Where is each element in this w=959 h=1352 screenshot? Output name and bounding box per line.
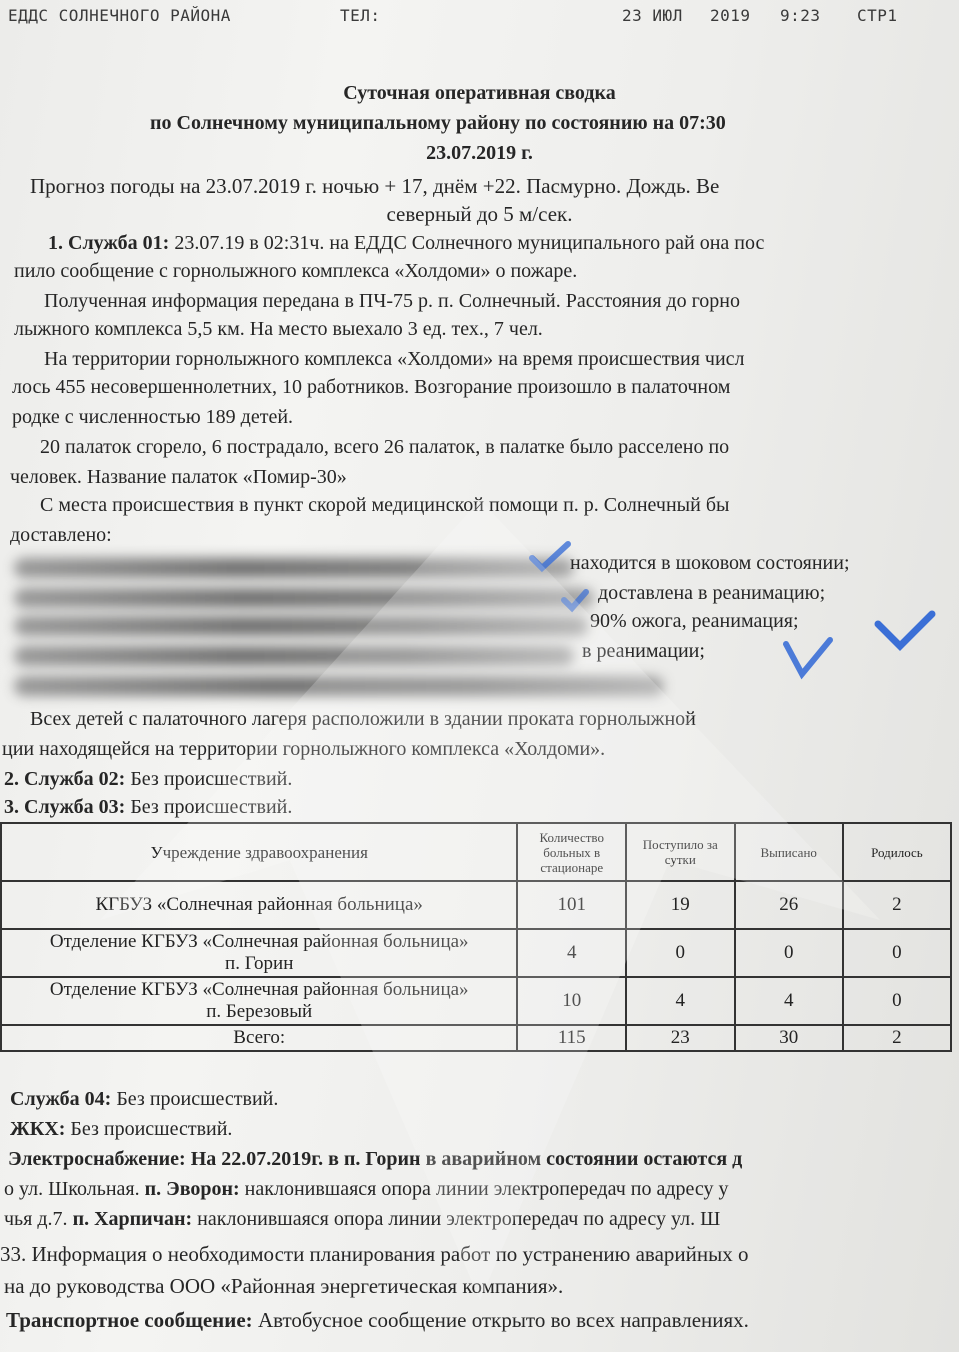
header-discharged: Выписано xyxy=(735,823,843,881)
total-born: 2 xyxy=(843,1025,951,1051)
header-born: Родилось xyxy=(843,823,951,881)
redacted-name-3 xyxy=(14,616,588,636)
service01-line11: доставлено: xyxy=(10,524,112,546)
power-line2-b: п. Эворон: xyxy=(144,1178,240,1200)
service04-label: Служба 04: xyxy=(10,1088,112,1110)
checkmark-icon xyxy=(872,606,938,656)
service01-line4: лыжного комплекса 5,5 км. На место выехало 3 ед. тех., 7 чел. xyxy=(14,318,543,340)
victim-status-1: находится в шоковом состоянии; xyxy=(570,552,850,574)
row-born: 0 xyxy=(843,977,951,1025)
power-line2-a: о ул. Школьная. xyxy=(4,1178,145,1200)
zhkh-line xyxy=(10,1118,232,1141)
redacted-name-2 xyxy=(14,588,594,608)
row-born: 2 xyxy=(843,881,951,929)
service03-line xyxy=(4,796,292,819)
fax-sender: ЕДДС СОЛНЕЧНОГО РАЙОНА xyxy=(8,6,231,25)
header-admitted: Поступило за сутки xyxy=(626,823,734,881)
total-label: Всего: xyxy=(1,1025,517,1051)
service02-value: Без происшествий. xyxy=(125,768,293,790)
fax-page: СТР1 xyxy=(857,6,898,25)
transport-label: Транспортное сообщение: xyxy=(6,1308,253,1332)
health-table-header xyxy=(1,823,951,881)
fax-year: 2019 xyxy=(710,6,751,25)
power-label: Электроснабжение: xyxy=(8,1148,186,1170)
service01-line6: лось 455 несовершеннолетних, 10 работников. Возгорание произошло в палаточном xyxy=(12,376,731,398)
service01-line5: На территории горнолыжного комплекса «Холдоми» на время происшествия числ xyxy=(44,348,745,370)
title-line1: Суточная оперативная сводка xyxy=(343,82,616,104)
service01-line12: Всех детей с палаточного лагеря расположили в здании проката горнолыжной xyxy=(30,708,696,730)
table-row xyxy=(1,929,951,977)
weather-line2: северный до 5 м/сек. xyxy=(386,202,573,226)
redacted-name-4 xyxy=(14,646,574,666)
row-institution: КГБУЗ «Солнечная районная больница» xyxy=(1,881,517,929)
victim-status-4: в реанимации; xyxy=(582,640,705,662)
power-line3-b: п. Харпичан: xyxy=(72,1208,193,1230)
transport-line xyxy=(6,1308,749,1333)
zhkh-label: ЖКХ: xyxy=(10,1118,66,1140)
total-count: 115 xyxy=(517,1025,626,1051)
health-table xyxy=(0,822,952,1052)
row-institution: Отделение КГБУЗ «Солнечная районная больница» п. Березовый xyxy=(1,977,517,1025)
checkmark-icon xyxy=(780,634,836,682)
service04-line xyxy=(10,1088,278,1111)
service03-value: Без происшествий. xyxy=(125,796,293,818)
total-admitted: 23 xyxy=(626,1025,734,1051)
table-row xyxy=(1,977,951,1025)
title-line3: 23.07.2019 г. xyxy=(426,142,533,164)
total-discharged: 30 xyxy=(735,1025,843,1051)
service03-label: 3. Служба 03: xyxy=(4,796,126,818)
power-line3-a: чья д.7. xyxy=(4,1208,73,1230)
service02-label: 2. Служба 02: xyxy=(4,768,126,790)
row-institution: Отделение КГБУЗ «Солнечная районная больница» п. Горин xyxy=(1,929,517,977)
service01-line10: С места происшествия в пункт скорой медицинской помощи п. р. Солнечный бы xyxy=(40,494,730,516)
row-discharged: 4 xyxy=(735,977,843,1025)
service01-line2: пило сообщение с горнолыжного комплекса «Холдоми» о пожаре. xyxy=(14,260,578,282)
power-line3 xyxy=(4,1208,720,1231)
power-line3-c: наклонившаяся опора линии электропередач по адресу ул. Ш xyxy=(192,1208,721,1230)
row-admitted: 4 xyxy=(626,977,734,1025)
redacted-name-5 xyxy=(14,676,664,696)
title-line2: по Солнечному муниципальному району по состоянию на 07:30 xyxy=(150,112,726,134)
power-line1 xyxy=(8,1148,742,1171)
service01-line1-text: 23.07.19 в 02:31ч. на ЕДДС Солнечного муниципального рай она пос xyxy=(169,232,765,254)
table-row xyxy=(1,881,951,929)
row-discharged: 0 xyxy=(735,929,843,977)
zhkh-value: Без происшествий. xyxy=(65,1118,233,1140)
victim-status-2: доставлена в реанимацию; xyxy=(598,582,826,604)
service01-line8: 20 палаток сгорело, 6 пострадало, всего 26 палаток, в палатке было расселено по xyxy=(40,436,730,458)
checkmark-icon xyxy=(528,540,572,574)
victim-status-3: 90% ожога, реанимация; xyxy=(590,610,799,632)
service04-value: Без происшествий. xyxy=(111,1088,279,1110)
row-count: 10 xyxy=(517,977,626,1025)
service01-line3: Полученная информация передана в ПЧ-75 р. п. Солнечный. Расстояния до горно xyxy=(44,290,740,312)
header-count: Количество больных в стационаре xyxy=(517,823,626,881)
power-line2-c: наклонившаяся опора линии электропередач по адресу у xyxy=(239,1178,729,1200)
row-admitted: 19 xyxy=(626,881,734,929)
row-discharged: 26 xyxy=(735,881,843,929)
fax-date: 23 ИЮЛ xyxy=(622,6,683,25)
power-line2 xyxy=(4,1178,729,1201)
service01-line1 xyxy=(48,232,764,255)
service01-label: 1. Служба 01: xyxy=(48,232,170,254)
fax-header xyxy=(8,6,951,30)
power-line4: 33. Информация о необходимости планирования работ по устранению аварийных о xyxy=(0,1242,749,1266)
fax-tel: ТЕЛ: xyxy=(340,6,381,25)
checkmark-icon xyxy=(560,586,590,614)
service01-line7: родке с численностью 189 детей. xyxy=(12,406,294,428)
weather-line1: Прогноз погоды на 23.07.2019 г. ночью + 17, днём +22. Пасмурно. Дождь. Ве xyxy=(30,174,720,198)
redacted-name-1 xyxy=(14,558,574,578)
service02-line xyxy=(4,768,292,791)
header-institution: Учреждение здравоохранения xyxy=(1,823,517,881)
row-count: 4 xyxy=(517,929,626,977)
fax-time: 9:23 xyxy=(780,6,821,25)
transport-value: Автобусное сообщение открыто во всех направлениях. xyxy=(252,1308,749,1332)
row-admitted: 0 xyxy=(626,929,734,977)
row-count: 101 xyxy=(517,881,626,929)
power-line1-text: На 22.07.2019г. в п. Горин в аварийном состоянии остаются д xyxy=(185,1148,743,1170)
row-born: 0 xyxy=(843,929,951,977)
table-total-row xyxy=(1,1025,951,1051)
power-line5: на до руководства ООО «Районная энергетическая компания». xyxy=(4,1274,564,1298)
service01-line9: человек. Название палаток «Помир-30» xyxy=(10,466,347,488)
service01-line13: ции находящейся на территории горнолыжного комплекса «Холдоми». xyxy=(2,738,606,760)
